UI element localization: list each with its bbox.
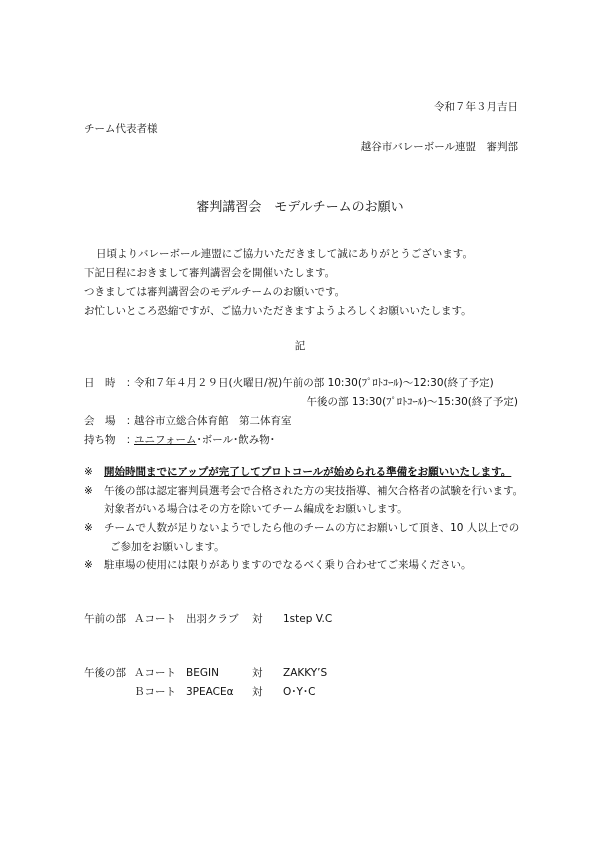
- venue-value: 越谷市立総合体育館 第二体育室: [134, 415, 292, 427]
- team-name: 3PEACEα: [186, 686, 234, 698]
- note-text-1: 開始時間までにアップが完了してプロトコールが始められる準備をお願いいたします。: [104, 466, 512, 478]
- note-mark-3: ※: [84, 522, 93, 534]
- ki-heading: 記: [294, 340, 306, 352]
- items-rest: ･ボール･飲み物･: [196, 434, 276, 446]
- sender: 越谷市バレーボール連盟 審判部: [360, 141, 518, 153]
- team-name: O･Y･C: [283, 686, 316, 698]
- note-text-2-cont: 対象者がいる場合はその方を除いてチーム編成をお願いします。: [104, 503, 408, 515]
- team-name: BEGIN: [186, 667, 219, 679]
- note-mark-2: ※: [84, 485, 93, 497]
- court-name: Ｂコート: [134, 686, 176, 698]
- court-name: Ａコート: [134, 667, 176, 679]
- venue-label: 会 場 ：: [84, 415, 137, 427]
- versus-label: 対: [252, 667, 263, 679]
- versus-label: 対: [252, 686, 263, 698]
- afternoon-label: 午後の部: [84, 667, 126, 679]
- body-line-4: お忙しいところ恐縮ですが、ご協力いただきますようよろしくお願いいたします。: [84, 305, 472, 317]
- court-name: Ａコート: [134, 613, 176, 625]
- versus-label: 対: [252, 613, 263, 625]
- document-date: 令和７年３月吉日: [434, 101, 518, 113]
- note-mark-1: ※: [84, 466, 93, 478]
- note-text-2: 午後の部は認定審判員選考会で合格された方の実技指導、補欠合格者の試験を行います。: [104, 485, 524, 497]
- note-text-3-cont: ご参加をお願いします。: [110, 541, 225, 553]
- team-name: 出羽クラブ: [186, 613, 239, 625]
- items-uniform: ユニフォーム: [134, 434, 197, 446]
- team-name: ZAKKY’S: [283, 667, 328, 679]
- schedule-date-line-2: 午後の部 13:30(ﾌﾟﾛﾄｺｰﾙ)～15:30(終了予定): [306, 396, 518, 408]
- note-text-3: チームで人数が足りないようでしたら他のチームの方にお願いして頂き、10 人以上での: [104, 522, 520, 534]
- items-label: 持ち物 ：: [84, 434, 137, 446]
- team-name: 1step V.C: [283, 613, 333, 625]
- body-line-1: 日頃よりバレーボール連盟にご協力いただきまして誠にありがとうございます。: [96, 248, 473, 260]
- schedule-date-line-1: 令和７年４月２９日(火曜日/祝)午前の部 10:30(ﾌﾟﾛﾄｺｰﾙ)～12:30(終了予定): [134, 377, 494, 389]
- schedule-date-label: 日 時 ：: [84, 377, 137, 389]
- note-mark-4: ※: [84, 559, 93, 571]
- body-line-3: つきましては審判講習会のモデルチームのお願いです。: [84, 286, 346, 298]
- document-title: 審判講習会 モデルチームのお願い: [196, 200, 404, 215]
- addressee: チーム代表者様: [84, 123, 158, 135]
- morning-label: 午前の部: [84, 613, 126, 625]
- body-line-2: 下記日程におきまして審判講習会を開催いたします。: [84, 267, 336, 279]
- note-text-4: 駐車場の使用には限りがありますのでなるべく乗り合わせてご来場ください。: [104, 559, 472, 571]
- items-value: [134, 433, 275, 447]
